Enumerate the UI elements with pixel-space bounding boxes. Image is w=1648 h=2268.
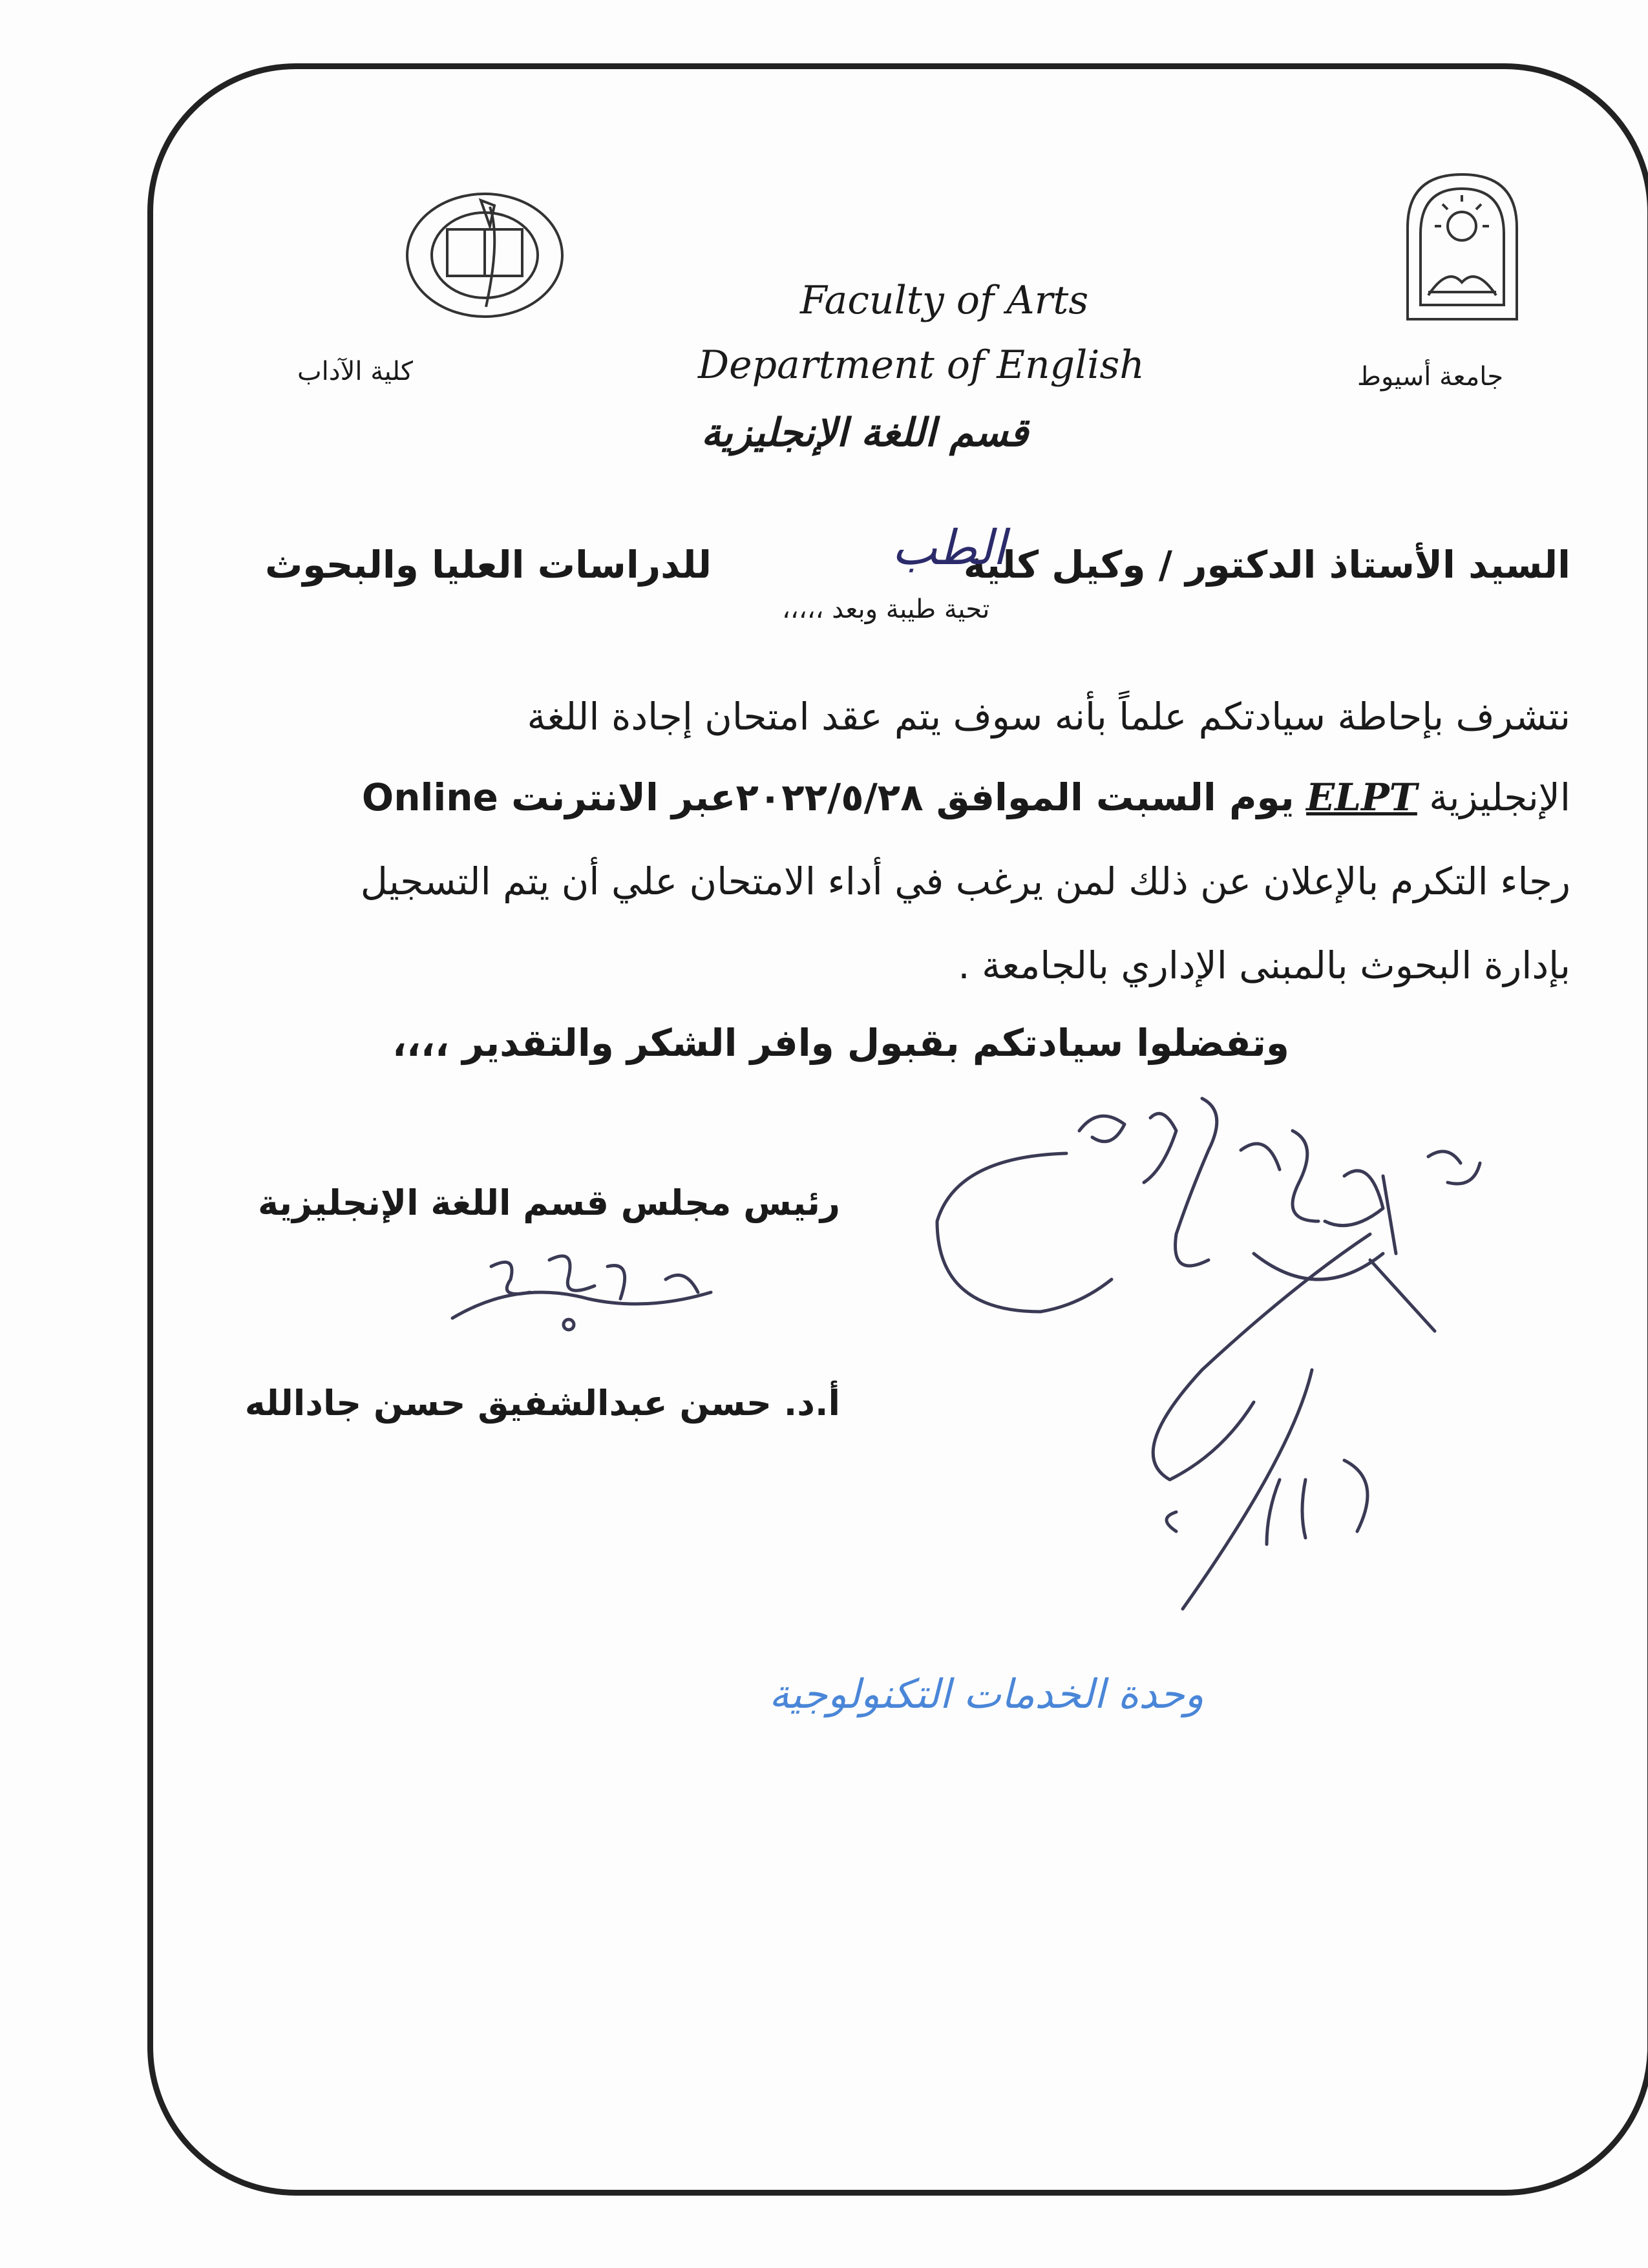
faculty-of-arts-seal xyxy=(401,187,569,323)
dean-handwritten-signature xyxy=(931,1092,1499,1648)
department-name-en: Department of English xyxy=(698,342,1145,388)
department-name-ar: قسم اللغة الإنجليزية xyxy=(701,410,1029,456)
signatory-name: أ.د. حسن عبدالشفيق حسن جادالله xyxy=(244,1383,840,1423)
addressee-title: السيد الأستاذ الدكتور / وكيل كلية xyxy=(963,543,1570,587)
blue-handwritten-note: وحدة الخدمات التكنولوجية xyxy=(769,1670,1204,1717)
handwritten-faculty: الطب xyxy=(892,520,1006,576)
signatory-position: رئيس مجلس قسم اللغة الإنجليزية xyxy=(258,1182,840,1223)
body-line-2-prefix: الإنجليزية xyxy=(1429,775,1570,819)
addressee-purpose: للدراسات العليا والبحوث xyxy=(265,543,712,587)
body-line-3: رجاء التكرم بالإعلان عن ذلك لمن يرغب في أداء الامتحان علي أن يتم التسجيل xyxy=(360,859,1570,903)
body-line-2-suffix: يوم السبت الموافق ٢٠٢٢/٥/٢٨عبر الانترنت Online xyxy=(361,775,1294,819)
body-line-1: نتشرف بإحاطة سيادتكم علماً بأنه سوف يتم عقد امتحان إجادة اللغة xyxy=(527,695,1570,739)
assiut-university-seal xyxy=(1402,169,1522,322)
signatory-signature xyxy=(439,1241,724,1338)
university-name: جامعة أسيوط xyxy=(1357,362,1504,392)
body-line-4: بإدارة البحوث بالمبنى الإداري بالجامعة . xyxy=(958,943,1570,987)
faculty-name-ar: كلية الآداب xyxy=(297,357,414,386)
exam-code: ELPT xyxy=(1306,775,1417,819)
body-line-2 xyxy=(362,775,1570,819)
greeting: تحية طيبة وبعد ،،،،، xyxy=(782,594,990,624)
closing: وتفضلوا سيادتكم بقبول وافر الشكر والتقدير ،،،، xyxy=(392,1021,1289,1065)
faculty-name-en: Faculty of Arts xyxy=(800,278,1089,323)
